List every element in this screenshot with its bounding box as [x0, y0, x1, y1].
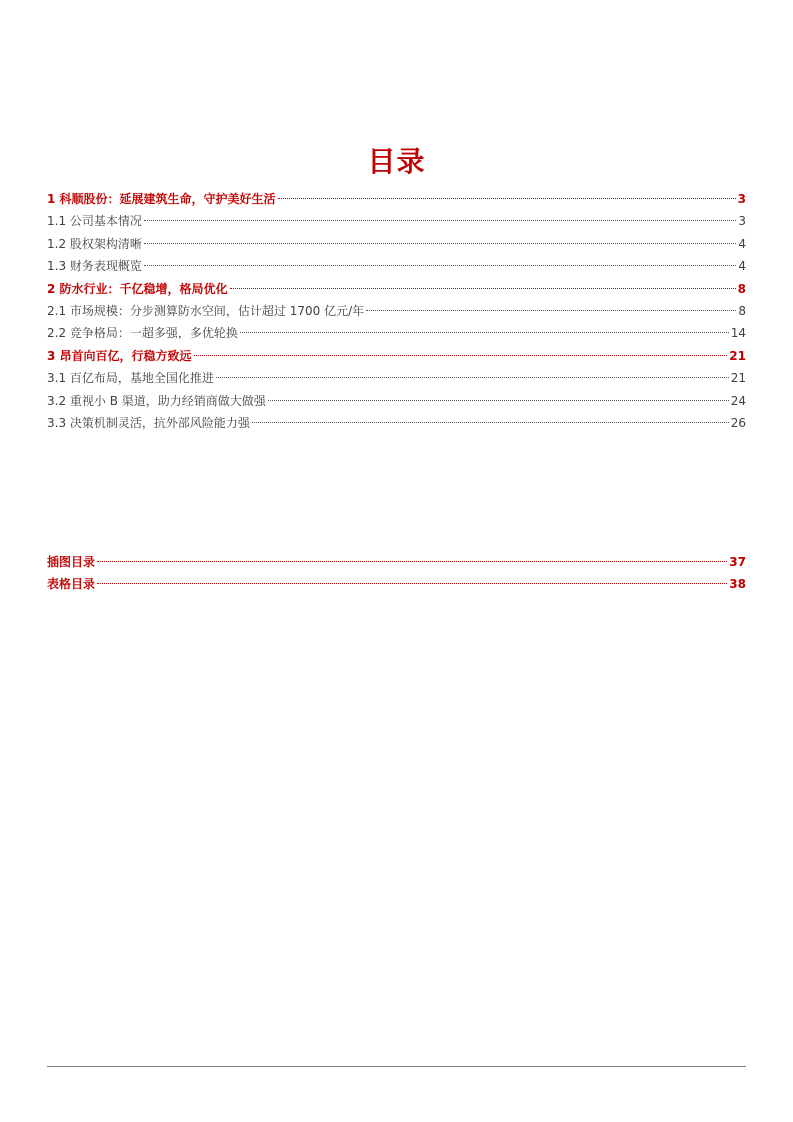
- toc-leader-dots: [216, 377, 729, 378]
- toc-entry-page: 3: [738, 214, 746, 229]
- toc-entry-label: 2.1 市场规模：分步测算防水空间，估计超过 1700 亿元/年: [47, 303, 365, 318]
- toc-leader-dots: [366, 310, 736, 311]
- toc-entry-page: 21: [730, 371, 746, 386]
- toc-entry-page: 4: [738, 259, 746, 274]
- toc-entry-label: 1.2 股权架构清晰: [47, 236, 142, 251]
- toc-leader-dots: [240, 332, 729, 333]
- toc-entry-label: 3.2 重视小 B 渠道，助力经销商做大做强: [47, 393, 266, 408]
- toc-entry-3-2[interactable]: [47, 390, 746, 412]
- toc-leader-dots: [278, 198, 736, 199]
- toc-leader-dots: [144, 243, 736, 244]
- toc-entry-label: 3.3 决策机制灵活，抗外部风险能力强: [47, 415, 250, 430]
- toc-entry-page: 21: [729, 348, 746, 363]
- toc-entry-3[interactable]: [47, 345, 746, 367]
- toc-entry-label: 3 昂首向百亿，行稳方致远: [47, 348, 192, 363]
- toc-leader-dots: [144, 220, 736, 221]
- toc-leader-dots: [144, 265, 736, 266]
- toc-entry-label: 表格目录: [47, 577, 96, 592]
- table-of-contents: [47, 188, 746, 434]
- toc-entry-page: 8: [738, 303, 746, 318]
- toc-entry-label: 1.1 公司基本情况: [47, 214, 142, 229]
- toc-entry-1-1[interactable]: [47, 210, 746, 232]
- toc-leader-dots: [268, 400, 729, 401]
- toc-leader-dots: [97, 583, 727, 584]
- toc-leader-dots: [230, 288, 736, 289]
- toc-leader-dots: [252, 422, 729, 423]
- toc-entry-page: 14: [730, 326, 746, 341]
- toc-entry-page: 24: [730, 393, 746, 408]
- toc-leader-dots: [194, 355, 728, 356]
- toc-entry-label: 2.2 竞争格局：一超多强，多优轮换: [47, 326, 238, 341]
- toc-entry-label: 1 科顺股份：延展建筑生命，守护美好生活: [47, 192, 276, 206]
- page-title: 目录: [367, 145, 426, 178]
- toc-entry-page: 26: [730, 415, 746, 430]
- toc-entry-1[interactable]: [47, 188, 746, 210]
- toc-entry-3-1[interactable]: [47, 367, 746, 389]
- toc-entry-label: 3.1 百亿布局，基地全国化推进: [47, 371, 214, 386]
- toc-entry-page: 37: [729, 555, 746, 569]
- toc-entry-page: 38: [729, 577, 746, 592]
- toc-entry-2-1[interactable]: [47, 300, 746, 322]
- figures-tables-index: [47, 551, 746, 596]
- toc-entry-page: 3: [737, 192, 746, 206]
- toc-entry-page: 8: [737, 281, 746, 296]
- toc-entry-1-3[interactable]: [47, 255, 746, 277]
- toc-entry-3-3[interactable]: [47, 412, 746, 434]
- toc-entry-tables[interactable]: [47, 573, 746, 595]
- toc-entry-label: 2 防水行业：千亿稳增，格局优化: [47, 281, 228, 296]
- toc-entry-figures[interactable]: [47, 551, 746, 573]
- toc-entry-1-2[interactable]: [47, 233, 746, 255]
- footer-divider: [47, 1066, 746, 1067]
- toc-entry-2[interactable]: [47, 278, 746, 300]
- toc-entry-page: 4: [738, 236, 746, 251]
- toc-entry-label: 插图目录: [47, 555, 96, 569]
- toc-entry-label: 1.3 财务表现概览: [47, 259, 142, 274]
- toc-entry-2-2[interactable]: [47, 322, 746, 344]
- toc-leader-dots: [97, 561, 727, 562]
